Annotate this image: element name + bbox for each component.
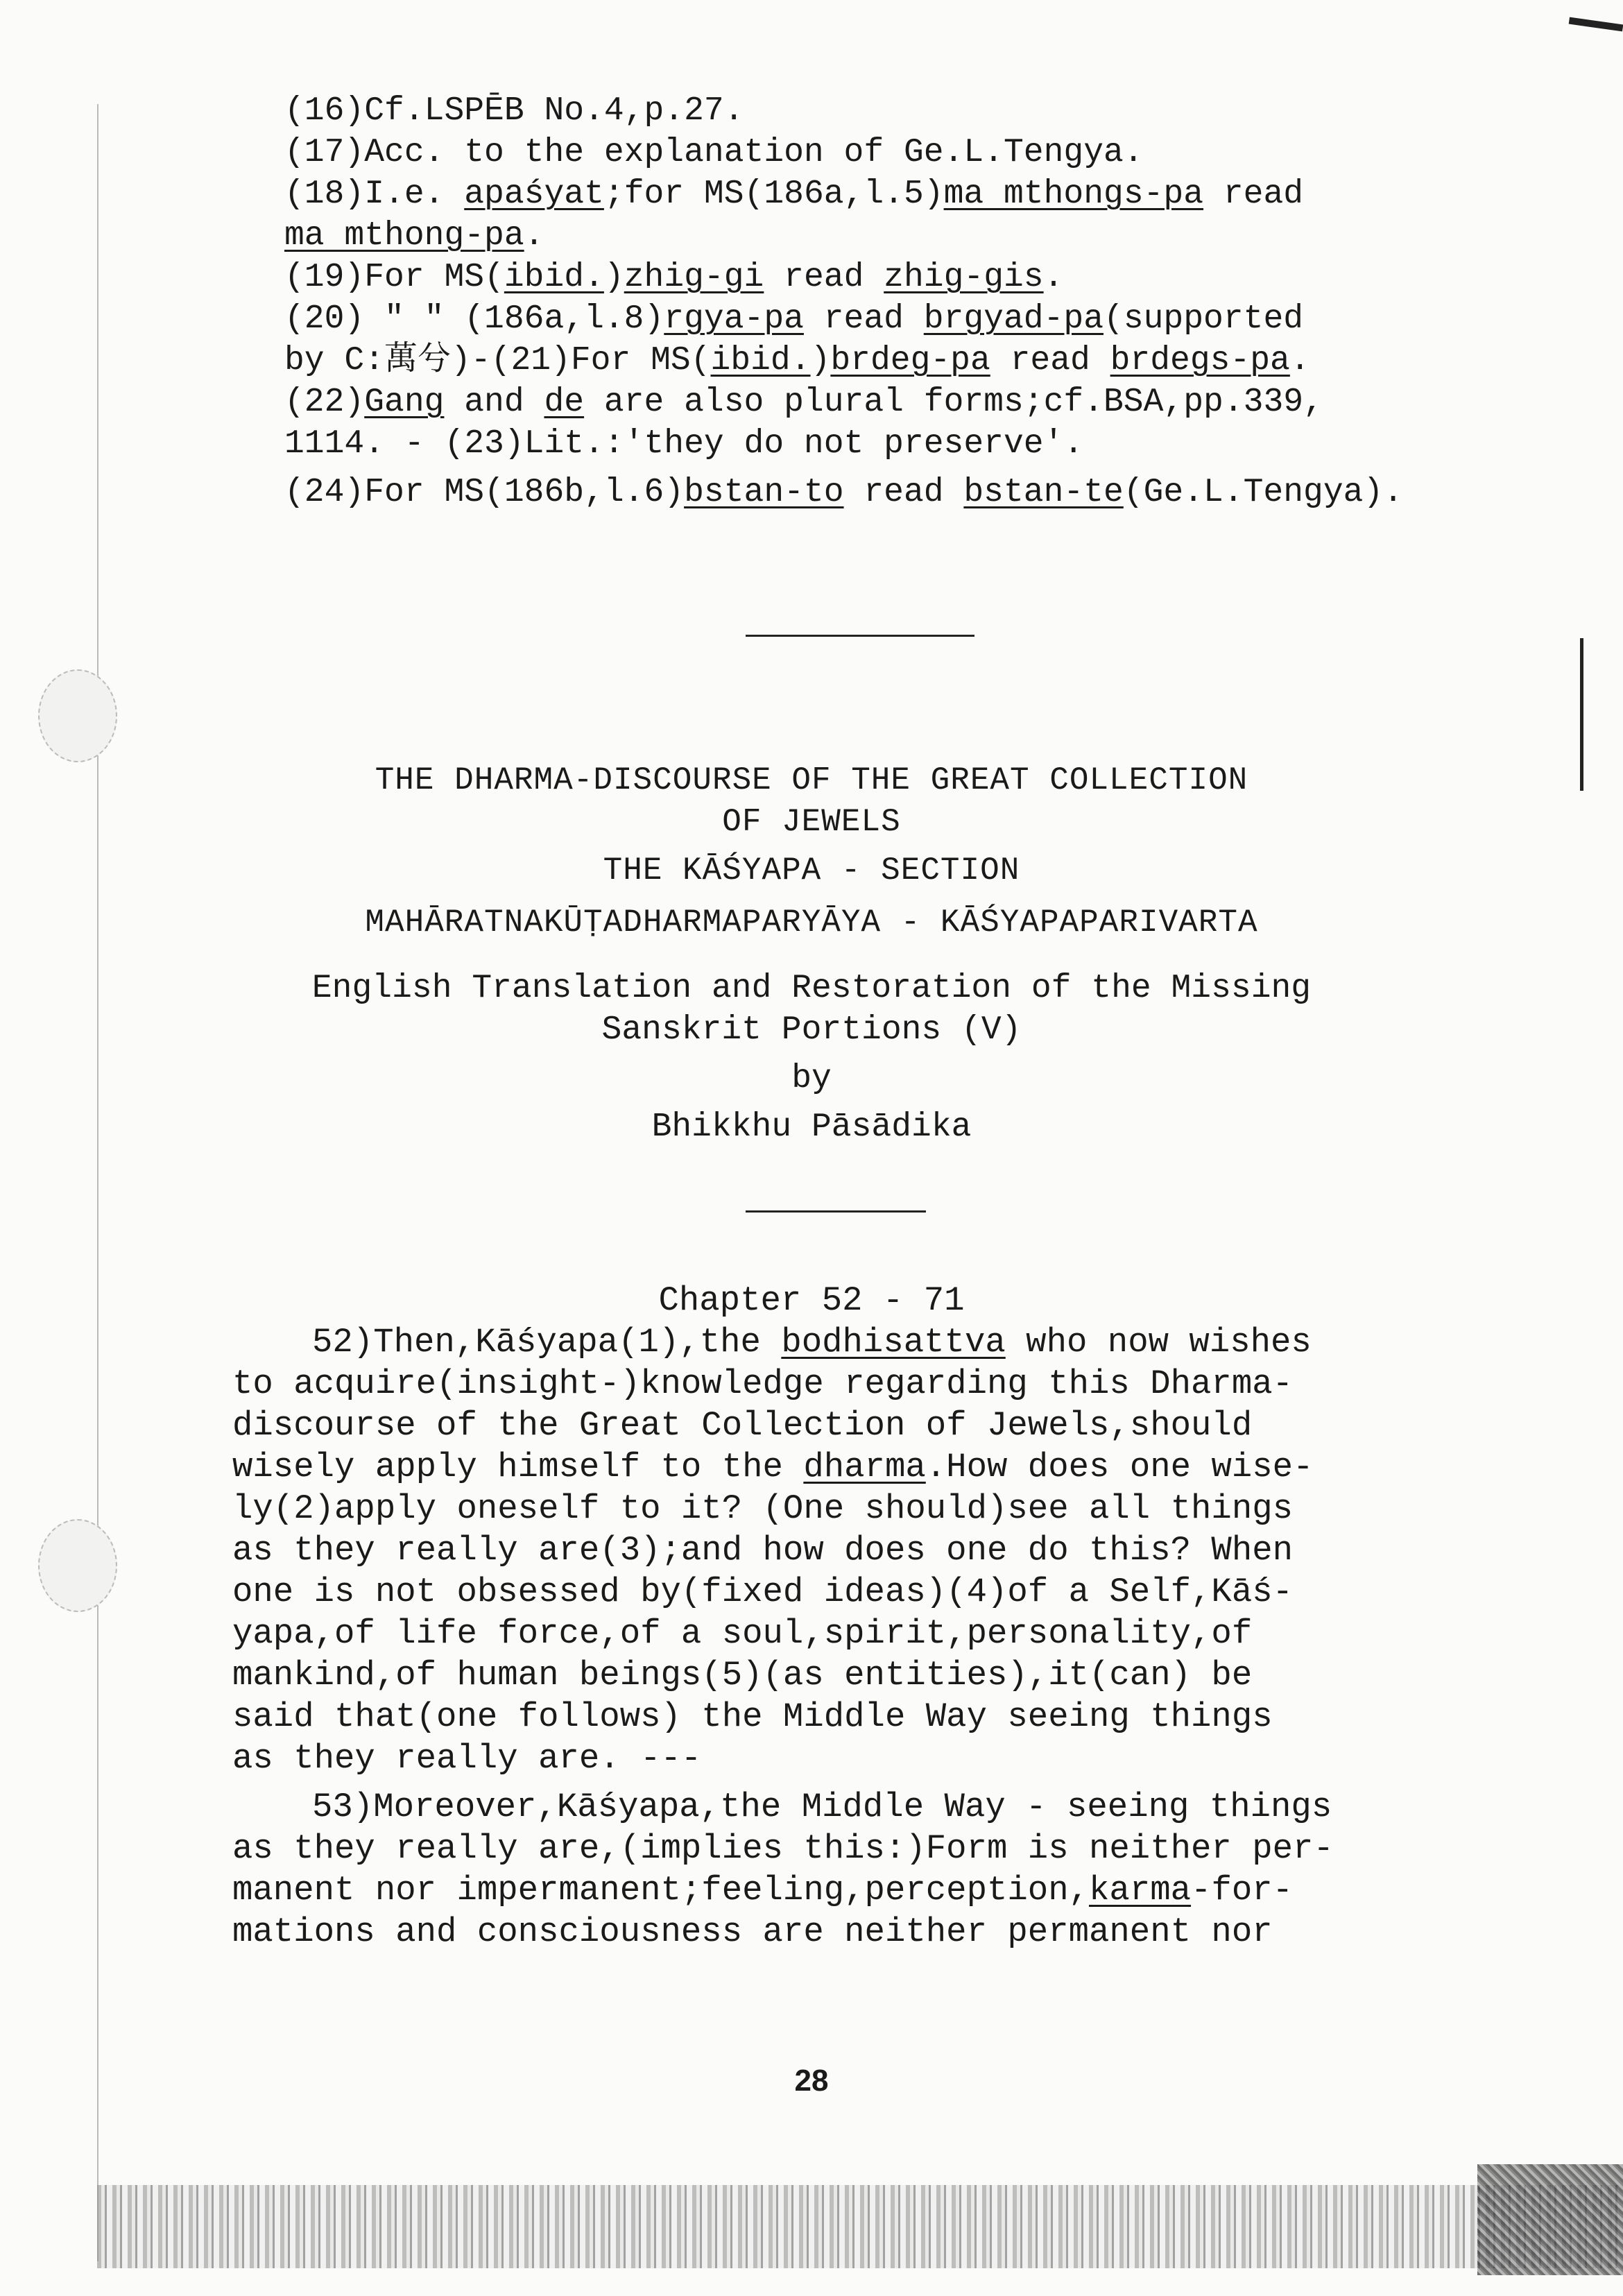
underlined-term: brgyad-pa [923, 300, 1104, 338]
body-line: mankind,of human beings(5)(as entities),it(can) be [232, 1656, 1253, 1695]
punch-hole [38, 1519, 117, 1612]
heading-by: by [791, 1060, 832, 1097]
footnote-text: read [1203, 175, 1304, 213]
heading-subtitle-line: Sanskrit Portions (V) [601, 1011, 1022, 1049]
body-line [232, 1446, 1313, 1488]
underlined-term: brdegs-pa [1110, 342, 1290, 379]
body-line [232, 1869, 1293, 1911]
heading-title-line: THE DHARMA-DISCOURSE OF THE GREAT COLLECTION [375, 762, 1248, 798]
footnote-text: ;for MS(186a,l.5) [603, 175, 944, 213]
footnote-text: read [843, 474, 964, 511]
body-line: said that(one follows) the Middle Way seeing things [232, 1697, 1273, 1736]
body-line: as they really are. --- [232, 1739, 702, 1778]
body-line: as they really are(3);and how does one do this? When [232, 1531, 1294, 1570]
body-text-span: who now wishes [1005, 1323, 1312, 1362]
body-line: 53)Moreover,Kāśyapa,the Middle Way - seeing things [312, 1788, 1332, 1826]
footnote-text: . [524, 217, 544, 255]
footnote-text: . [1289, 342, 1310, 379]
heading-author: Bhikkhu Pāsādika [651, 1108, 972, 1146]
underlined-term: bstan-to [684, 474, 844, 511]
body-text-span: 52)Then,Kāśyapa(1),the [312, 1323, 782, 1362]
footnote-22 [284, 382, 1323, 423]
body-text-span: -for- [1191, 1871, 1294, 1910]
underlined-term: de [544, 384, 585, 421]
underlined-term: zhig-gi [624, 259, 764, 296]
footnote-text: read [990, 342, 1110, 379]
body-text-span: manent nor impermanent;feeling,perception, [232, 1871, 1090, 1910]
body-line [312, 1321, 1312, 1363]
separator-rule [746, 635, 974, 637]
footnote-text: (supported [1104, 300, 1304, 338]
underlined-term: bstan-te [963, 474, 1124, 511]
footnote-text: read [803, 300, 924, 338]
footnote-text: . [1043, 259, 1064, 296]
underlined-term: brdeg-pa [830, 342, 990, 379]
heading-section-line: THE KĀŚYAPA - SECTION [603, 853, 1020, 889]
body-line: one is not obsessed by(fixed ideas)(4)of a Self,Kāś- [232, 1573, 1294, 1611]
body-text-span: wisely apply himself to the [232, 1448, 804, 1487]
heading-title-line: OF JEWELS [722, 804, 901, 840]
footnote-20 [284, 298, 1303, 340]
footnote-text: read [764, 259, 884, 296]
footnote-text: (19)For MS( [284, 259, 504, 296]
underlined-term: ibid. [710, 342, 811, 379]
underlined-term: bodhisattva [781, 1323, 1006, 1362]
footnote-text: (Ge.L.Tengya). [1123, 474, 1404, 511]
page-number: 28 [794, 2064, 829, 2098]
scan-noise [97, 2185, 1623, 2268]
footnote-text: 1114. - (23)Lit.:'they do not preserve'. [284, 425, 1084, 463]
underlined-term: zhig-gis [884, 259, 1044, 296]
footnote-18 [284, 173, 1303, 215]
footnote-text: (22) [284, 384, 365, 421]
scan-noise-corner [1477, 2164, 1623, 2275]
underlined-term: Gang [364, 384, 445, 421]
footnote-text: (16)Cf.LSPĒB No.4,p.27. [284, 92, 744, 130]
underlined-term: apaśyat [464, 175, 604, 213]
underlined-term: ma mthong-pa [284, 217, 524, 255]
body-line: mations and consciousness are neither permanent nor [232, 1912, 1273, 1951]
footnote-text: (20) " " (186a,l.8) [284, 300, 664, 338]
footnote-16 [284, 90, 744, 132]
heading-subtitle-line: English Translation and Restoration of the Missing [311, 970, 1312, 1007]
heading-sanskrit-title: MAHĀRATNAKŪṬADHARMAPARYĀYA - KĀŚYAPAPARIVARTA [365, 905, 1258, 941]
body-line: discourse of the Great Collection of Jewels,should [232, 1406, 1253, 1445]
footnote-19 [284, 257, 1063, 298]
underlined-term: ibid. [504, 259, 604, 296]
footnote-text: ) [603, 259, 624, 296]
footnote-24 [284, 472, 1403, 513]
footnote-text: are also plural forms;cf.BSA,pp.339, [584, 384, 1323, 421]
separator-rule [746, 1210, 926, 1213]
underlined-term: dharma [803, 1448, 926, 1487]
footnote-text: (24)For MS(186b,l.6) [284, 474, 685, 511]
chapter-heading: Chapter 52 - 71 [658, 1281, 965, 1320]
footnote-text: and [444, 384, 544, 421]
body-line: to acquire(insight-)knowledge regarding this Dharma- [232, 1364, 1294, 1403]
footnote-17 [284, 132, 1144, 173]
footnote-23 [284, 423, 1083, 465]
body-line: yapa,of life force,of a soul,spirit,personality,of [232, 1614, 1253, 1653]
body-text-span: .How does one wise- [925, 1448, 1314, 1487]
footnote-21 [284, 340, 1310, 382]
binding-edge [97, 104, 98, 2261]
underlined-term: rgya-pa [664, 300, 804, 338]
footnote-text: (17)Acc. to the explanation of Ge.L.Tengya. [284, 134, 1144, 171]
body-line: as they really are,(implies this:)Form is neither per- [232, 1829, 1334, 1868]
footnote-text: (18)I.e. [284, 175, 465, 213]
footnote-text: by C:萬兮)-(21)For MS( [284, 342, 711, 379]
footnote-18-cont [284, 215, 544, 257]
footnote-text: ) [810, 342, 831, 379]
margin-mark [1580, 638, 1583, 791]
punch-hole [38, 669, 117, 762]
corner-mark [1569, 17, 1623, 32]
underlined-term: karma [1089, 1871, 1192, 1910]
underlined-term: ma mthongs-pa [943, 175, 1204, 213]
body-line: ly(2)apply oneself to it? (One should)see all things [232, 1489, 1294, 1528]
